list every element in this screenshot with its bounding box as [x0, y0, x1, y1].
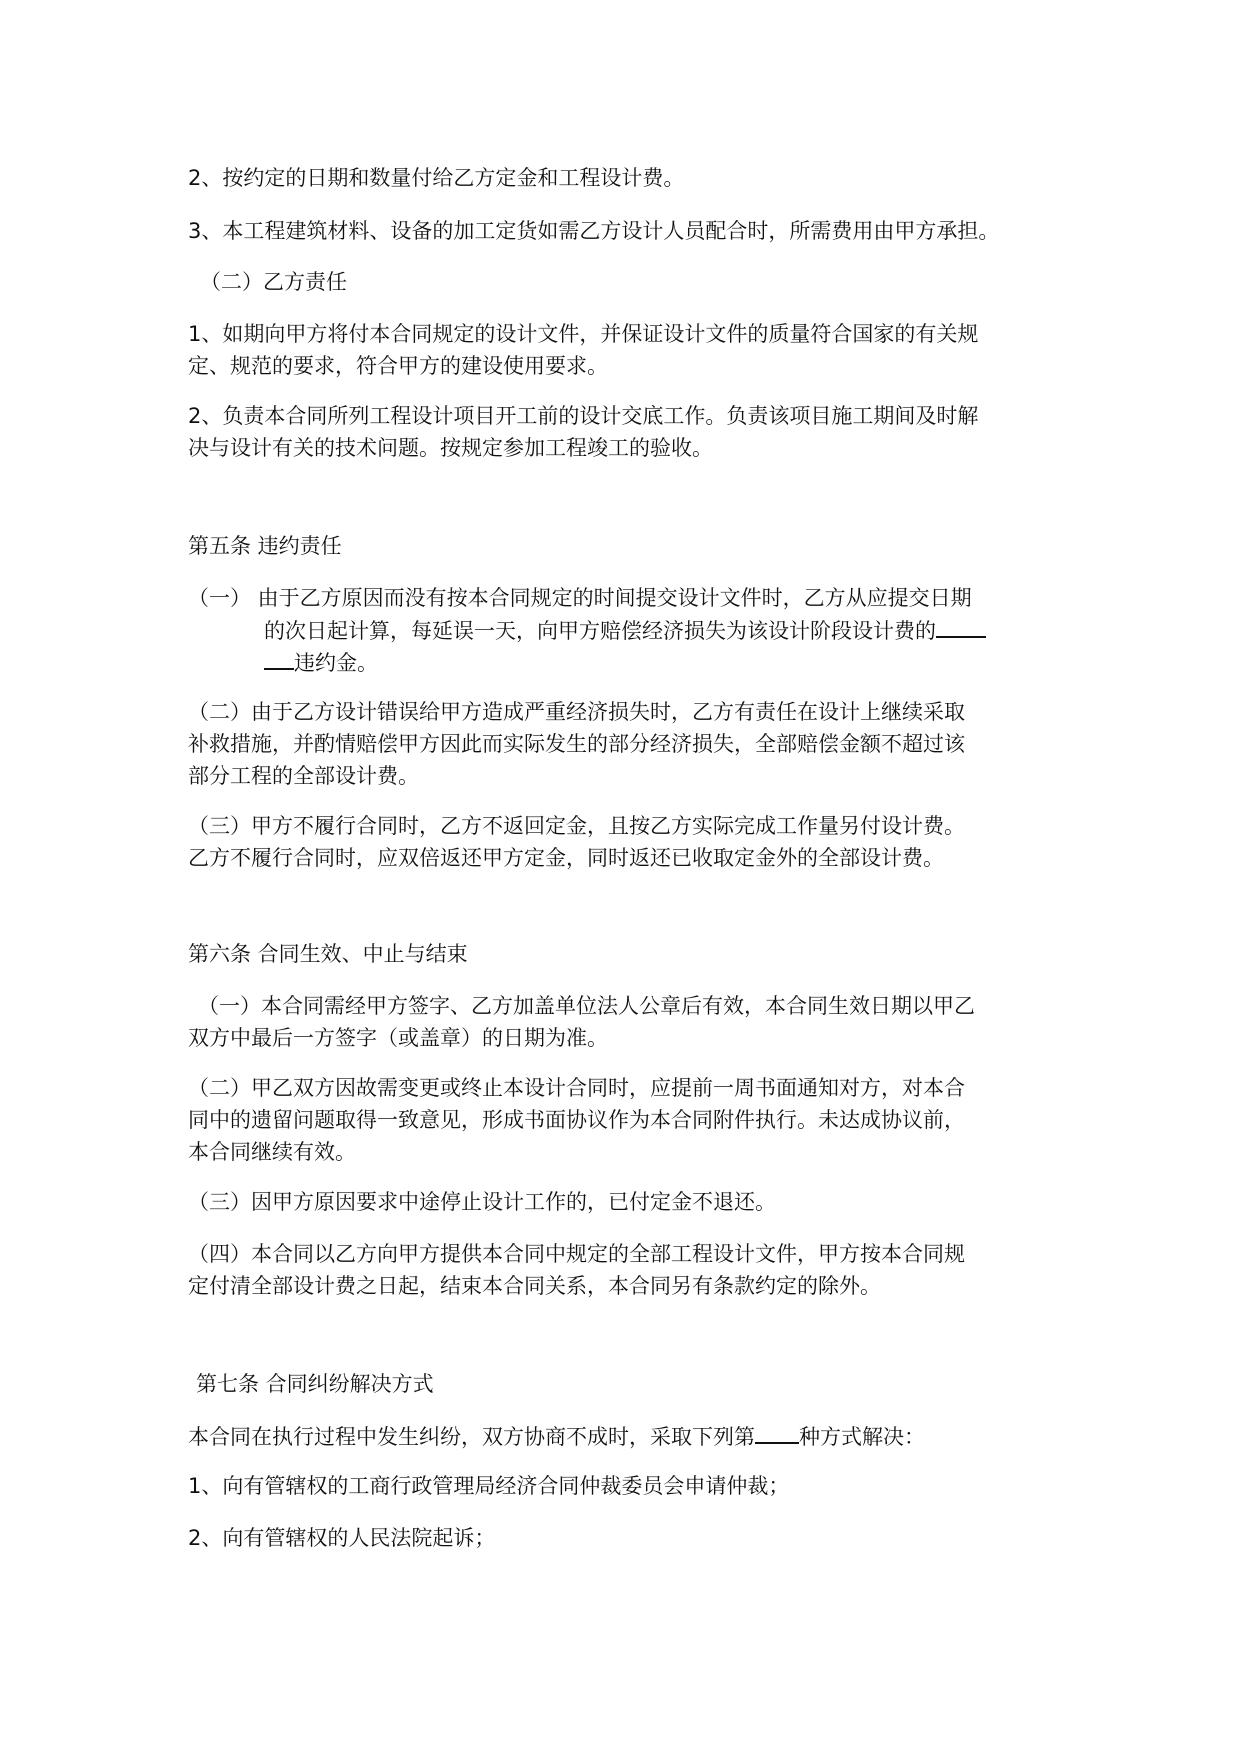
- fill-blank: [755, 1420, 799, 1444]
- paragraph-line: （一）本合同需经甲方签字、乙方加盖单位法人公章后有效，本合同生效日期以甲乙: [198, 994, 975, 1018]
- paragraph-line: [264, 614, 1144, 648]
- paragraph-line: 部分工程的全部设计费。: [188, 764, 419, 788]
- line-text: 的次日起计算，每延误一天，向甲方赔偿经济损失为该设计阶段设计费的: [264, 619, 936, 643]
- paragraph-line: [188, 1420, 1068, 1454]
- paragraph-line: 双方中最后一方签字（或盖章）的日期为准。: [188, 1026, 608, 1050]
- paragraph-line: 乙方不履行合同时，应双倍返还甲方定金，同时返还已收取定金外的全部设计费。: [188, 846, 944, 870]
- line-text: 违约金。: [294, 651, 378, 675]
- paragraph-line: （三）甲方不履行合同时，乙方不返回定金，且按乙方实际完成工作量另付设计费。: [188, 814, 965, 838]
- paragraph-line: 决与设计有关的技术问题。按规定参加工程竣工的验收。: [188, 436, 713, 460]
- paragraph-line: （一） 由于乙方原因而没有按本合同规定的时间提交设计文件时，乙方从应提交日期: [188, 586, 972, 610]
- paragraph-line: 2、负责本合同所列工程设计项目开工前的设计交底工作。负责该项目施工期间及时解: [188, 404, 979, 428]
- section-heading: 第七条 合同纠纷解决方式: [196, 1372, 434, 1396]
- paragraph-line: 2、按约定的日期和数量付给乙方定金和工程设计费。: [188, 166, 685, 190]
- paragraph-line: 本合同继续有效。: [188, 1140, 356, 1164]
- paragraph-line: 补救措施，并酌情赔偿甲方因此而实际发生的部分经济损失，全部赔偿金额不超过该: [188, 732, 965, 756]
- paragraph-line: （三）因甲方原因要求中途停止设计工作的，已付定金不退还。: [188, 1190, 776, 1214]
- list-item: 2、向有管辖权的人民法院起诉；: [188, 1526, 496, 1550]
- paragraph-line: [264, 646, 1144, 680]
- line-text: 种方式解决：: [799, 1425, 925, 1449]
- paragraph-line: （二）由于乙方设计错误给甲方造成严重经济损失时，乙方有责任在设计上继续采取: [188, 700, 965, 724]
- line-text: 本合同在执行过程中发生纠纷，双方协商不成时，采取下列第: [188, 1425, 755, 1449]
- section-heading: 第六条 合同生效、中止与结束: [188, 942, 468, 966]
- paragraph-line: 1、如期向甲方将付本合同规定的设计文件，并保证设计文件的质量符合国家的有关规: [188, 322, 979, 346]
- paragraph-line: （四）本合同以乙方向甲方提供本合同中规定的全部工程设计文件，甲方按本合同规: [188, 1242, 965, 1266]
- paragraph-line: （二）甲乙双方因故需变更或终止本设计合同时，应提前一周书面通知对方，对本合: [188, 1076, 965, 1100]
- paragraph-line: 同中的遗留问题取得一致意见，形成书面协议作为本合同附件执行。未达成协议前，: [188, 1108, 965, 1132]
- fill-blank: [936, 614, 986, 638]
- paragraph-line: 3、本工程建筑材料、设备的加工定货如需乙方设计人员配合时，所需费用由甲方承担。: [188, 219, 1000, 243]
- paragraph-line: 定、规范的要求，符合甲方的建设使用要求。: [188, 354, 608, 378]
- section-heading: 第五条 违约责任: [188, 534, 342, 558]
- list-item: 1、向有管辖权的工商行政管理局经济合同仲裁委员会申请仲裁；: [188, 1474, 790, 1498]
- fill-blank: [264, 646, 294, 670]
- subsection-heading: （二）乙方责任: [200, 270, 347, 294]
- paragraph-line: 定付清全部设计费之日起，结束本合同关系，本合同另有条款约定的除外。: [188, 1274, 881, 1298]
